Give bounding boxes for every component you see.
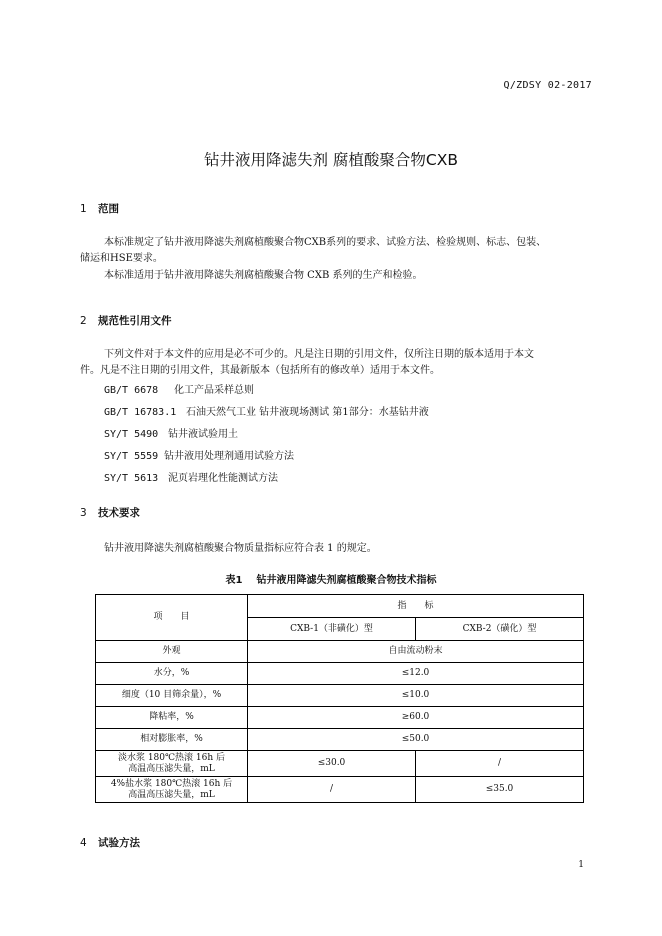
item-cell <box>96 777 248 803</box>
item-cell: 降粘率，% <box>96 707 248 729</box>
header-cxb2-cell: CXB-2（磺化）型 <box>416 618 584 641</box>
item-cell: 相对膨胀率，% <box>96 729 248 751</box>
reference-title: 化工产品采样总则 <box>174 385 254 396</box>
reference-item <box>104 469 278 484</box>
section-3-para: 钻井液用降滤失剂腐植酸聚合物质量指标应符合表 1 的规定。 <box>104 543 377 554</box>
header-cxb1-cell: CXB-1（非磺化）型 <box>248 618 416 641</box>
reference-code: SY/T 5613 <box>104 473 159 484</box>
section-2-para-line2: 件。凡是不注日期的引用文件，其最新版本（包括所有的修改单）适用于本文件。 <box>80 365 440 376</box>
section-title: 技术要求 <box>98 507 140 519</box>
header-item-cell: 项 目 <box>96 595 248 641</box>
section-1-para1-line1: 本标准规定了钻井液用降滤失剂腐植酸聚合物CXB系列的要求、试验方法、检验规则、标志、包装、 <box>104 237 547 248</box>
section-title: 规范性引用文件 <box>98 315 172 327</box>
document-title: 钻井液用降滤失剂 腐植酸聚合物CXB <box>203 151 458 169</box>
reference-item <box>104 381 254 396</box>
item-line: 淡水浆 180℃热滚 16h 后 <box>117 752 226 763</box>
section-1-heading <box>80 201 119 216</box>
table-row <box>96 729 584 751</box>
standard-code: Q/ZDSY 02-2017 <box>503 80 592 91</box>
value-cell: ≤12.0 <box>248 663 584 685</box>
cxb1-value-cell: / <box>248 777 416 803</box>
reference-code: GB/T 16783.1 <box>104 407 177 418</box>
header-index-cell: 指 标 <box>248 595 584 618</box>
section-number: 4 <box>80 837 87 849</box>
reference-code: SY/T 5559 <box>104 451 159 462</box>
table-header-row <box>96 595 584 618</box>
table-caption <box>0 571 662 586</box>
section-1-para2: 本标准适用于钻井液用降滤失剂腐植酸聚合物 CXB 系列的生产和检验。 <box>104 270 423 281</box>
item-line: 高温高压滤失量，mL <box>128 789 215 800</box>
page-number: 1 <box>578 860 584 870</box>
section-title: 范围 <box>98 203 119 215</box>
table-row <box>96 685 584 707</box>
section-number: 1 <box>80 203 87 215</box>
item-cell: 外观 <box>96 641 248 663</box>
reference-title: 钻井液试验用土 <box>168 429 238 440</box>
section-title: 试验方法 <box>98 837 140 849</box>
reference-title: 钻井液用处理剂通用试验方法 <box>164 451 294 462</box>
reference-code: GB/T 6678 <box>104 385 159 396</box>
item-cell: 水分，% <box>96 663 248 685</box>
cxb2-value-cell: ≤35.0 <box>416 777 584 803</box>
value-cell: ≥60.0 <box>248 707 584 729</box>
table-row <box>96 641 584 663</box>
spec-table <box>95 594 584 803</box>
table-row <box>96 707 584 729</box>
section-2-heading <box>80 313 172 328</box>
table-row <box>96 751 584 777</box>
value-cell: ≤10.0 <box>248 685 584 707</box>
table-row <box>96 777 584 803</box>
cxb1-value-cell: ≤30.0 <box>248 751 416 777</box>
item-cell: 细度（10 目筛余量），% <box>96 685 248 707</box>
reference-item <box>104 447 294 462</box>
section-3-heading <box>80 505 140 520</box>
table-caption-number: 表1 <box>225 575 243 586</box>
table-row <box>96 663 584 685</box>
reference-code: SY/T 5490 <box>104 429 159 440</box>
section-4-heading <box>80 835 140 850</box>
reference-title: 石油天然气工业 钻井液现场测试 第1部分：水基钻井液 <box>186 407 429 418</box>
reference-item <box>104 425 238 440</box>
item-line: 高温高压滤失量，mL <box>128 763 215 774</box>
section-number: 2 <box>80 315 87 327</box>
reference-title: 泥页岩理化性能测试方法 <box>168 473 278 484</box>
section-1-para1-line2: 储运和HSE要求。 <box>80 253 163 264</box>
item-cell <box>96 751 248 777</box>
value-cell: ≤50.0 <box>248 729 584 751</box>
value-cell: 自由流动粉末 <box>248 641 584 663</box>
reference-item <box>104 403 429 418</box>
section-number: 3 <box>80 507 87 519</box>
cxb2-value-cell: / <box>416 751 584 777</box>
item-line: 4%盐水浆 180℃热滚 16h 后 <box>110 778 233 789</box>
table-caption-title: 钻井液用降滤失剂腐植酸聚合物技术指标 <box>256 575 437 586</box>
section-2-para-line1: 下列文件对于本文件的应用是必不可少的。凡是注日期的引用文件，仅所注日期的版本适用于本文 <box>104 349 534 360</box>
